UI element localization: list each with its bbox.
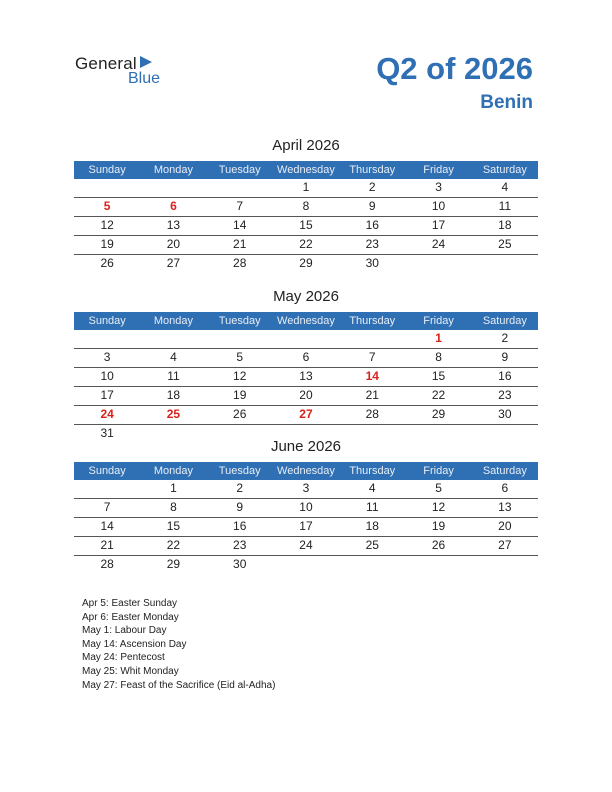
day-cell: 20	[299, 388, 313, 402]
day-cell: 14	[365, 369, 379, 383]
holiday-item: May 14: Ascension Day	[82, 638, 187, 650]
month-title: June 2026	[270, 438, 342, 455]
weekday-header	[74, 462, 538, 480]
day-cell: 13	[299, 369, 313, 383]
weekday-label: Tuesday	[218, 465, 261, 477]
weekday-label: Thursday	[349, 164, 396, 176]
day-cell: 31	[100, 426, 114, 440]
day-cell: 12	[431, 500, 446, 514]
day-cell: 26	[233, 407, 247, 421]
logo-text-general: General	[75, 54, 137, 73]
week-row	[74, 198, 538, 217]
day-cell: 22	[166, 538, 181, 552]
day-cell: 9	[368, 199, 376, 213]
day-cell: 20	[498, 519, 512, 533]
day-cell: 12	[233, 369, 247, 383]
empty-day-cell	[74, 330, 140, 348]
empty-day-cell	[207, 179, 273, 197]
weekday-header	[74, 161, 538, 179]
weekday-label: Wednesday	[277, 465, 335, 477]
week-row	[74, 387, 538, 406]
holiday-list	[82, 597, 275, 692]
day-cell: 1	[170, 481, 177, 495]
weekday-label: Sunday	[88, 315, 126, 327]
day-cell: 15	[299, 218, 313, 232]
day-cell: 11	[498, 199, 512, 213]
week-row	[74, 217, 538, 236]
day-cell: 29	[299, 256, 313, 270]
day-cell: 21	[233, 237, 247, 251]
weekday-label: Friday	[423, 164, 454, 176]
day-cell: 23	[365, 237, 379, 251]
day-cell: 9	[501, 350, 509, 364]
day-cell: 23	[233, 538, 247, 552]
day-cell: 8	[435, 350, 442, 364]
country-name: Benin	[480, 92, 533, 113]
month-may	[74, 287, 538, 443]
day-cell: 13	[498, 500, 512, 514]
weekday-label: Thursday	[349, 315, 396, 327]
empty-day-cell	[140, 179, 206, 197]
week-row	[74, 236, 538, 255]
empty-day-cell	[472, 556, 538, 574]
page-title: Q2 of 2026	[376, 51, 533, 86]
day-cell: 25	[498, 237, 512, 251]
day-cell: 10	[100, 369, 114, 383]
holiday-item: Apr 6: Easter Monday	[82, 611, 179, 623]
week-row	[74, 499, 538, 518]
day-cell: 14	[233, 218, 247, 232]
day-cell: 8	[170, 500, 177, 514]
day-cell: 21	[100, 538, 114, 552]
empty-day-cell	[207, 330, 273, 348]
day-cell: 25	[365, 538, 379, 552]
weekday-label: Saturday	[482, 164, 527, 176]
day-cell: 2	[236, 481, 244, 495]
day-cell: 2	[368, 180, 376, 194]
day-cell: 19	[100, 237, 114, 251]
day-cell: 20	[166, 237, 181, 251]
day-cell: 3	[435, 180, 442, 194]
empty-day-cell	[405, 556, 471, 574]
empty-day-cell	[74, 480, 140, 498]
day-cell: 3	[103, 350, 111, 364]
logo-text-blue: Blue	[128, 70, 161, 87]
holiday-item: May 25: Whit Monday	[82, 665, 179, 677]
day-cell: 11	[366, 500, 379, 514]
day-cell: 30	[498, 407, 512, 421]
day-cell: 5	[103, 199, 111, 213]
day-cell: 22	[431, 388, 446, 402]
holiday-item: Apr 5: Easter Sunday	[82, 598, 178, 609]
day-cell: 8	[302, 199, 310, 213]
empty-day-cell	[74, 179, 140, 197]
weekday-header	[74, 312, 538, 330]
weekday-label: Thursday	[349, 465, 396, 477]
day-cell: 3	[302, 481, 310, 495]
day-cell: 2	[501, 331, 509, 345]
day-cell: 26	[431, 538, 446, 552]
day-cell: 24	[100, 407, 114, 421]
week-row	[74, 255, 538, 273]
holiday-item: May 24: Pentecost	[82, 652, 165, 664]
day-cell: 24	[299, 538, 313, 552]
empty-day-cell	[405, 255, 471, 273]
day-cell: 11	[167, 369, 180, 383]
day-cell: 28	[365, 407, 379, 421]
day-cell: 18	[365, 519, 379, 533]
day-cell: 30	[365, 256, 379, 270]
day-cell: 29	[431, 407, 446, 421]
empty-day-cell	[273, 330, 339, 348]
day-cell: 7	[236, 199, 244, 213]
day-cell: 6	[170, 199, 177, 213]
day-cell: 17	[299, 519, 313, 533]
week-row	[74, 330, 538, 349]
day-cell: 27	[299, 407, 313, 421]
day-cell: 7	[103, 500, 111, 514]
logo-triangle-icon	[140, 56, 152, 68]
day-cell: 15	[166, 519, 181, 533]
day-cell: 15	[431, 369, 446, 383]
empty-day-cell	[339, 556, 405, 574]
day-cell: 28	[233, 256, 247, 270]
day-cell: 30	[233, 557, 247, 571]
empty-day-cell	[472, 255, 538, 273]
empty-day-cell	[273, 556, 339, 574]
holiday-item: May 27: Feast of the Sacrifice (Eid al-Adha)	[82, 679, 276, 691]
day-cell: 16	[498, 369, 512, 383]
weekday-label: Wednesday	[277, 164, 335, 176]
day-cell: 5	[435, 481, 442, 495]
day-cell: 19	[431, 519, 446, 533]
day-cell: 14	[100, 519, 114, 533]
day-cell: 24	[431, 237, 446, 251]
weekday-label: Friday	[423, 465, 454, 477]
day-cell: 28	[100, 557, 114, 571]
day-cell: 17	[431, 218, 446, 232]
weekday-label: Sunday	[88, 465, 126, 477]
day-cell: 29	[166, 557, 181, 571]
weekday-label: Saturday	[482, 465, 527, 477]
month-april	[74, 136, 538, 273]
day-cell: 4	[368, 481, 376, 495]
week-row	[74, 349, 538, 368]
weekday-label: Tuesday	[218, 164, 261, 176]
day-cell: 10	[299, 500, 313, 514]
weekday-label: Sunday	[88, 164, 126, 176]
weekday-label: Tuesday	[218, 315, 261, 327]
day-cell: 5	[236, 350, 244, 364]
weekday-label: Friday	[423, 315, 454, 327]
day-cell: 10	[431, 199, 446, 213]
weekday-label: Monday	[153, 315, 193, 327]
day-cell: 21	[365, 388, 379, 402]
month-title: May 2026	[273, 288, 339, 305]
day-cell: 25	[166, 407, 181, 421]
week-row	[74, 480, 538, 499]
day-cell: 19	[233, 388, 247, 402]
day-cell: 13	[166, 218, 181, 232]
day-cell: 16	[365, 218, 379, 232]
week-row	[74, 556, 538, 574]
day-cell: 23	[498, 388, 512, 402]
day-cell: 18	[166, 388, 181, 402]
day-cell: 26	[100, 256, 114, 270]
week-row	[74, 406, 538, 425]
day-cell: 22	[299, 237, 313, 251]
month-june	[74, 437, 538, 574]
day-cell: 17	[100, 388, 114, 402]
day-cell: 12	[100, 218, 114, 232]
weekday-label: Monday	[153, 164, 193, 176]
day-cell: 27	[498, 538, 512, 552]
day-cell: 4	[170, 350, 177, 364]
day-cell: 6	[302, 350, 310, 364]
week-row	[74, 537, 538, 556]
week-row	[74, 368, 538, 387]
day-cell: 7	[368, 350, 376, 364]
weekday-label: Wednesday	[277, 315, 335, 327]
week-row	[74, 179, 538, 198]
day-cell: 4	[501, 180, 509, 194]
day-cell: 6	[501, 481, 509, 495]
day-cell: 16	[233, 519, 247, 533]
week-row	[74, 518, 538, 537]
weekday-label: Monday	[153, 465, 193, 477]
day-cell: 1	[302, 180, 310, 194]
day-cell: 18	[498, 218, 512, 232]
day-cell: 27	[166, 256, 181, 270]
month-title: April 2026	[272, 137, 340, 154]
holiday-item: May 1: Labour Day	[82, 625, 167, 637]
empty-day-cell	[339, 330, 405, 348]
empty-day-cell	[140, 330, 206, 348]
day-cell: 9	[236, 500, 244, 514]
day-cell: 1	[435, 331, 442, 345]
weekday-label: Saturday	[482, 315, 527, 327]
